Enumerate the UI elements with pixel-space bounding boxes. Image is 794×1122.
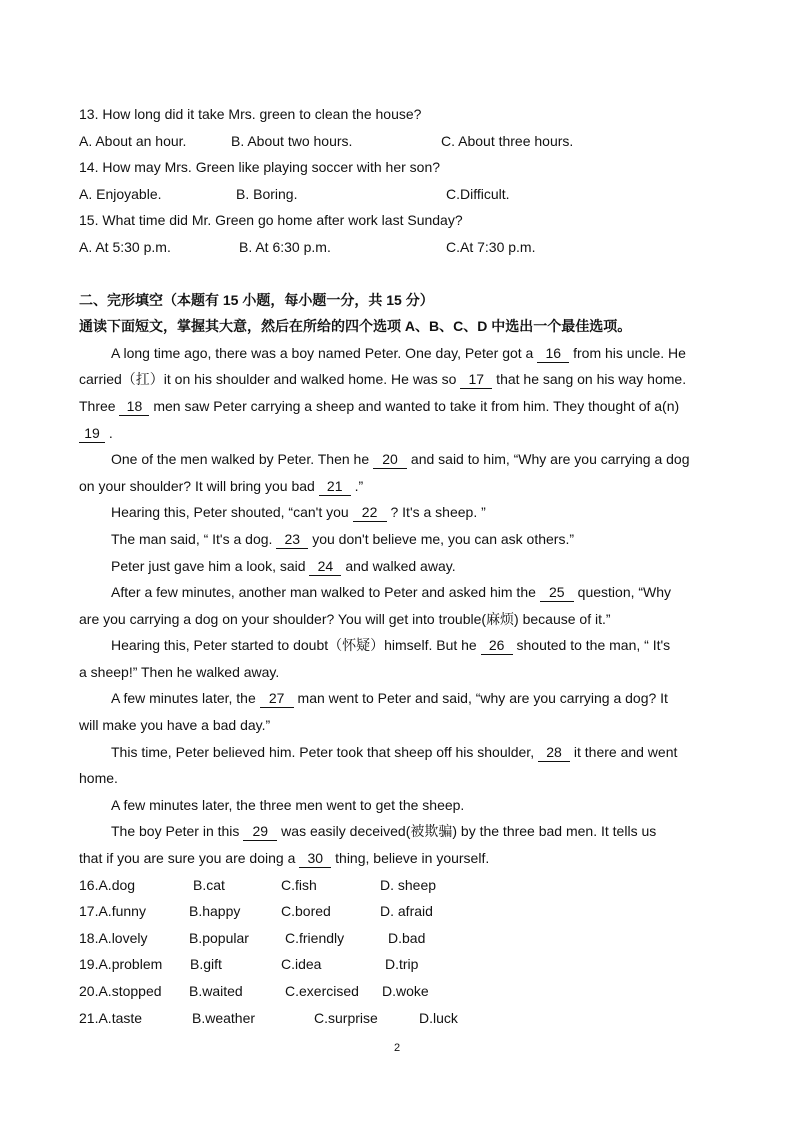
blank-21: 21 xyxy=(319,477,351,496)
option-a: A. Enjoyable. xyxy=(79,185,162,202)
question-15-options xyxy=(79,234,721,261)
passage-line: on your shoulder? It will bring you bad 21 .” xyxy=(79,477,364,494)
question-14: 14. How may Mrs. Green like playing soccer with her son? xyxy=(79,159,441,176)
passage-line: After a few minutes, another man walked to Peter and asked him the 25 question, “Why xyxy=(111,584,672,601)
option-c: C. About three hours. xyxy=(441,132,574,149)
option-a: 19.A.problem xyxy=(79,956,163,973)
blank-16: 16 xyxy=(537,344,569,363)
options-row-21 xyxy=(79,1005,721,1032)
blank-27: 27 xyxy=(260,689,294,708)
options-row-19 xyxy=(79,951,721,978)
blank-23: 23 xyxy=(276,530,308,549)
passage-line: The boy Peter in this 29 was easily deceived(被欺骗) by the three bad men. It tells us xyxy=(111,823,657,840)
options-row-17 xyxy=(79,898,721,925)
passage-line: The man said, “ It's a dog. 23 you don't believe me, you can ask others.” xyxy=(111,530,575,547)
option-a: 18.A.lovely xyxy=(79,929,148,946)
blank-29: 29 xyxy=(243,822,277,841)
section-instruction: 通读下面短文，掌握其大意，然后在所给的四个选项 A、B、C、D 中选出一个最佳选项。 xyxy=(79,318,632,335)
option-b: B. At 6:30 p.m. xyxy=(239,238,331,255)
passage-line: Hearing this, Peter shouted, “can't you 22 ? It's a sheep. ” xyxy=(111,504,486,521)
option-a: A. At 5:30 p.m. xyxy=(79,238,171,255)
document-page xyxy=(79,101,721,1031)
option-c: C.Difficult. xyxy=(446,185,510,202)
option-b: B. About two hours. xyxy=(231,132,353,149)
passage-line: a sheep!” Then he walked away. xyxy=(79,663,280,680)
option-c: C.bored xyxy=(281,903,331,920)
blank-20: 20 xyxy=(373,450,407,469)
blank-18: 18 xyxy=(119,397,149,416)
option-b: B.gift xyxy=(190,956,222,973)
passage-line: are you carrying a dog on your shoulder? You will get into trouble(麻烦) because of it.” xyxy=(79,610,611,627)
option-c: C.friendly xyxy=(285,929,345,946)
option-b: B. Boring. xyxy=(236,185,298,202)
option-a: A. About an hour. xyxy=(79,132,187,149)
question-14-options xyxy=(79,181,721,208)
blank-26: 26 xyxy=(481,636,513,655)
passage-line: Hearing this, Peter started to doubt（怀疑）himself. But he 26 shouted to the man, “ It's xyxy=(111,637,671,654)
blank-25: 25 xyxy=(540,583,574,602)
page-number: 2 xyxy=(393,1042,401,1054)
blank-30: 30 xyxy=(299,849,331,868)
passage-line: that if you are sure you are doing a 30 thing, believe in yourself. xyxy=(79,850,490,867)
option-d: D. sheep xyxy=(380,876,437,893)
blank-19: 19 xyxy=(79,424,105,443)
passage-line: One of the men walked by Peter. Then he 20 and said to him, “Why are you carrying a dog xyxy=(111,451,690,468)
passage-line: Three 18 men saw Peter carrying a sheep and wanted to take it from him. They thought of a(n) xyxy=(79,397,680,414)
passage-line: A long time ago, there was a boy named Peter. One day, Peter got a 16 from his uncle. He xyxy=(111,344,686,361)
option-b: B.weather xyxy=(192,1009,256,1026)
options-row-20 xyxy=(79,978,721,1005)
option-c: C.idea xyxy=(281,956,322,973)
option-b: B.popular xyxy=(189,929,249,946)
option-c: C.At 7:30 p.m. xyxy=(446,238,536,255)
passage-line: home. xyxy=(79,770,118,787)
option-b: B.cat xyxy=(193,876,225,893)
blank-17: 17 xyxy=(460,370,492,389)
section-title: 二、完形填空（本题有 15 小题，每小题一分，共 15 分） xyxy=(79,291,434,308)
blank-22: 22 xyxy=(353,503,387,522)
option-a: 20.A.stopped xyxy=(79,983,162,999)
option-c: C.fish xyxy=(281,876,317,893)
option-c: C.surprise xyxy=(314,1009,378,1026)
question-13: 13. How long did it take Mrs. green to clean the house? xyxy=(79,106,422,122)
option-c: C.exercised xyxy=(285,983,359,999)
passage-line: will make you have a bad day.” xyxy=(79,717,271,734)
option-d: D. afraid xyxy=(380,903,433,920)
question-13-options xyxy=(79,128,721,155)
passage-line: 19 . xyxy=(79,420,721,447)
passage-line: A few minutes later, the 27 man went to Peter and said, “why are you carrying a dog? It xyxy=(111,690,668,707)
options-row-18 xyxy=(79,925,721,952)
option-a: 16.A.dog xyxy=(79,876,136,893)
option-d: D.woke xyxy=(382,983,429,999)
passage-line: Peter just gave him a look, said 24 and walked away. xyxy=(111,557,456,574)
blank-24: 24 xyxy=(309,557,341,576)
options-row-16 xyxy=(79,872,721,899)
option-d: D.luck xyxy=(419,1009,458,1026)
option-b: B.waited xyxy=(189,983,243,999)
option-a: 17.A.funny xyxy=(79,903,146,920)
passage-line: A few minutes later, the three men went to get the sheep. xyxy=(111,796,465,813)
passage-line: This time, Peter believed him. Peter took that sheep off his shoulder, 28 it there and went xyxy=(111,743,678,760)
option-d: D.trip xyxy=(385,956,419,973)
question-15: 15. What time did Mr. Green go home after work last Sunday? xyxy=(79,212,463,229)
option-a: 21.A.taste xyxy=(79,1009,143,1026)
passage-line: carried（扛）it on his shoulder and walked home. He was so 17 that he sang on his way home. xyxy=(79,371,687,388)
option-d: D.bad xyxy=(388,929,426,946)
option-b: B.happy xyxy=(189,903,241,920)
blank-28: 28 xyxy=(538,743,570,762)
